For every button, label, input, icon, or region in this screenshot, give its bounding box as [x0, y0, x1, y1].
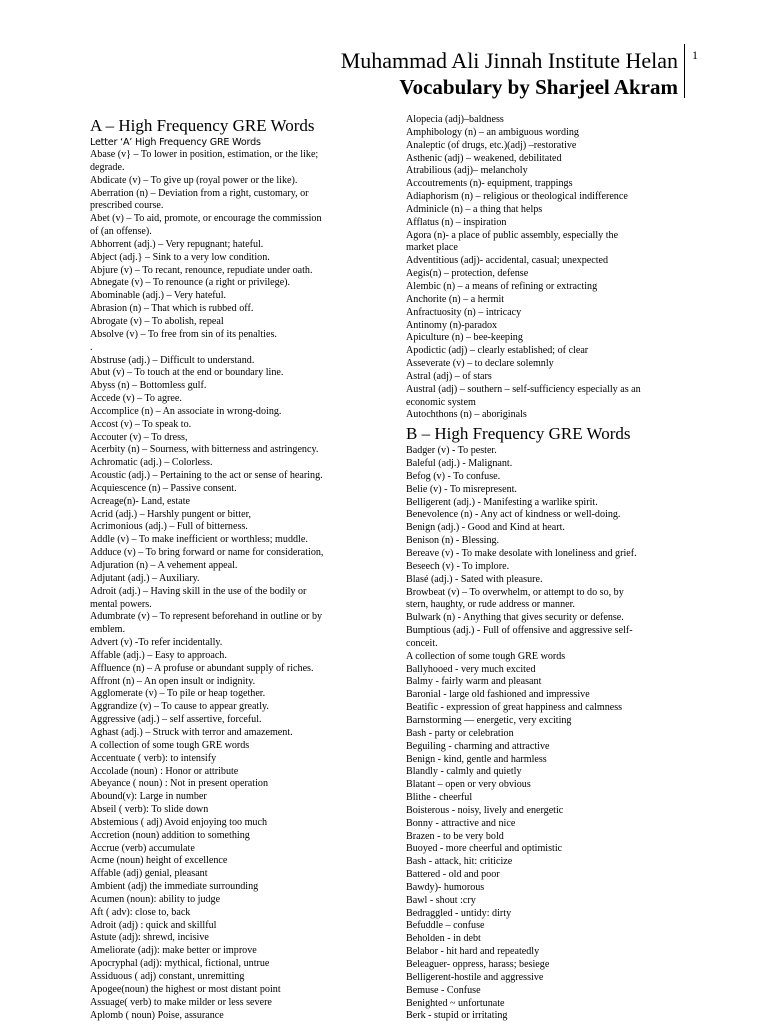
vocab-line: Agora (n)- a place of public assembly, especially the	[406, 229, 619, 241]
vocab-line: Beseech (v) - To implore.	[406, 560, 510, 572]
vocab-line: Abet (v) – To aid, promote, or encourage the commission	[90, 213, 322, 225]
right-column	[406, 114, 706, 1024]
word-list-b	[406, 445, 706, 1023]
vocab-line: Aghast (adj.) – Struck with terror and amazement.	[90, 726, 293, 738]
vocab-line: Abseil ( verb): To slide down	[90, 804, 209, 816]
vocab-line: Buoyed - more cheerful and optimistic	[406, 843, 563, 855]
vocab-line: Asseverate (v) – to declare solemnly	[406, 358, 554, 370]
vocab-line: Accretion (noun) addition to something	[90, 829, 250, 841]
vocab-line: of (an offense).	[90, 226, 152, 238]
vocab-line: Balmy - fairly warm and pleasant	[406, 676, 542, 688]
vocab-line: Belligerent (adj.) - Manifesting a warlike spirit.	[406, 496, 598, 508]
vocab-line: Accede (v) – To agree.	[90, 393, 182, 405]
vocab-line: Ambient (adj) the immediate surrounding	[90, 881, 259, 893]
vocab-line: Abyss (n) – Bottomless gulf.	[90, 380, 207, 392]
vocab-line: Befog (v) - To confuse.	[406, 470, 501, 482]
vocab-line: stern, haughty, or rude address or manner.	[406, 599, 575, 611]
section-heading-b: B – High Frequency GRE Words	[406, 424, 631, 444]
vocab-line: Barnstorming –– energetic, very exciting	[406, 714, 572, 726]
vocab-line: Belabor - hit hard and repeatedly	[406, 946, 540, 958]
vocab-line: Apocryphal (adj): mythical, fictional, untrue	[90, 958, 270, 970]
vocab-line: Battered - old and poor	[406, 869, 500, 881]
vocab-line: Acquiescence (n) – Passive consent.	[90, 482, 237, 494]
vocab-line: Acrimonious (adj.) – Full of bitterness.	[90, 521, 248, 533]
vocab-line: Adroit (adj.) – Having skill in the use of the bodily or	[90, 585, 307, 597]
vocab-line: Benighted ~ unfortunate	[406, 997, 505, 1009]
vocab-line: Abstruse (adj.) – Difficult to understand.	[90, 354, 255, 366]
vocab-line: Abrasion (n) – That which is rubbed off.	[90, 303, 254, 315]
vocab-line: Befuddle – confuse	[406, 920, 485, 932]
vocab-line: Aft ( adv): close to, back	[90, 906, 191, 918]
vocab-line: Berk - stupid or irritating	[406, 1010, 508, 1022]
vocab-line: Baleful (adj.) - Malignant.	[406, 458, 513, 470]
vocab-line: Bonny - attractive and nice	[406, 817, 516, 829]
vocab-line: Accentuate ( verb): to intensify	[90, 752, 217, 764]
vocab-line: Acme (noun) height of excellence	[90, 855, 228, 867]
vocab-line: Benign (adj.) - Good and Kind at heart.	[406, 522, 565, 534]
vocab-line: Affluence (n) – A profuse or abundant supply of riches.	[90, 662, 314, 674]
vocab-line: Bemuse - Confuse	[406, 984, 481, 996]
vocab-line: Abrogate (v) – To abolish, repeal	[90, 315, 224, 327]
vocab-line: emblem.	[90, 624, 126, 636]
vocab-line: conceit.	[406, 637, 438, 649]
vocab-line: Anchorite (n) – a hermit	[406, 293, 505, 305]
vocab-line: Benevolence (n) - Any act of kindness or well-doing.	[406, 509, 621, 521]
vocab-line: Bash - party or celebration	[406, 727, 514, 739]
vocab-line: Acumen (noun): ability to judge	[90, 893, 221, 905]
vocab-line: Aegis(n) – protection, defense	[406, 268, 529, 280]
vocab-line: market place	[406, 242, 458, 254]
vocab-line: Aggressive (adj.) – self assertive, forceful.	[90, 714, 262, 726]
vocab-line: Affable (adj.) – Easy to approach.	[90, 649, 227, 661]
vocab-line: Assiduous ( adj) constant, unremitting	[90, 971, 245, 982]
vocab-line: Antinomy (n)-paradox	[406, 319, 498, 331]
vocab-line: Blatant – open or very obvious	[406, 779, 531, 791]
vocab-line: Adminicle (n) – a thing that helps	[406, 203, 543, 215]
vocab-line: Apodictic (adj) – clearly established; of clear	[406, 345, 589, 357]
vocab-line: Abut (v) – To touch at the end or boundary line.	[90, 367, 284, 379]
vocab-line: Beatific - expression of great happiness and calmness	[406, 702, 623, 714]
vocab-line: Brazen - to be very bold	[406, 830, 504, 842]
vocab-line: Acoustic (adj.) – Pertaining to the act or sense of hearing.	[90, 470, 323, 482]
vocab-line: Aberration (n) – Deviation from a right, customary, or	[90, 187, 309, 199]
vocab-line: Acerbity (n) – Sourness, with bitterness and astringency.	[90, 444, 319, 456]
section-heading-a: A – High Frequency GRE Words	[90, 116, 315, 135]
vocab-line: Advert (v) -To refer incidentally.	[90, 637, 223, 649]
vocab-line: Abase (v} – To lower in position, estimation, or the like;	[90, 149, 319, 160]
word-list-a	[90, 149, 390, 1022]
vocab-line: Abound(v): Large in number	[90, 791, 207, 803]
vocab-line: Accolade (noun) : Honor or attribute	[90, 765, 239, 777]
vocab-line: Accoutrements (n)- equipment, trappings	[406, 178, 573, 190]
vocab-line: Abominable (adj.) – Very hateful.	[90, 290, 227, 302]
vocab-line: Austral (adj) – southern – self-sufficiency especially as an	[406, 383, 641, 395]
vocab-line: Boisterous - noisy, lively and energetic	[406, 804, 564, 816]
vocab-line: Agglomerate (v) – To pile or heap together.	[90, 688, 266, 700]
vocab-line: Achromatic (adj.) – Colorless.	[90, 457, 213, 469]
header-divider	[684, 44, 685, 98]
vocab-line: Acreage(n)- Land, estate	[90, 495, 191, 507]
vocab-line: Anfractuosity (n) – intricacy	[406, 306, 522, 318]
vocab-line: Abeyance ( noun) : Not in present operation	[90, 778, 268, 790]
vocab-line: Beholden - in debt	[406, 933, 481, 945]
vocab-line: Abhorrent (adj.) – Very repugnant; hateful.	[90, 238, 264, 250]
vocab-line: Adiaphorism (n) – religious or theological indifference	[406, 191, 628, 203]
vocab-line: Assuage( verb) to make milder or less severe	[90, 996, 272, 1008]
vocab-line: Affable (adj) genial, pleasant	[90, 868, 208, 880]
vocab-line: degrade.	[90, 161, 125, 173]
vocab-line: Bumptious (adj.) - Full of offensive and aggressive self-	[406, 625, 633, 637]
vocab-line: Asthenic (adj) – weakened, debilitated	[406, 152, 562, 164]
vocab-line: Browbeat (v) – To overwhelm, or attempt to do so, by	[406, 586, 624, 598]
vocab-line: Apogee(noun) the highest or most distant point	[90, 983, 281, 995]
vocab-line: Accrue (verb) accumulate	[90, 842, 195, 854]
vocab-line: Bereave (v) - To make desolate with loneliness and grief.	[406, 548, 637, 559]
vocab-line: Aggrandize (v) – To cause to appear greatly.	[90, 701, 269, 713]
document-subtitle: Vocabulary by Sharjeel Akram	[399, 75, 678, 99]
vocab-line: Accost (v) – To speak to.	[90, 418, 192, 430]
vocab-line: Bawdy)- humorous	[406, 881, 485, 893]
vocab-line: Abstemious ( adj) Avoid enjoying too much	[90, 816, 267, 828]
vocab-line: Bulwark (n) - Anything that gives security or defense.	[406, 612, 624, 624]
institute-title: Muhammad Ali Jinnah Institute Helan	[340, 48, 678, 73]
vocab-line: Benison (n) - Blessing.	[406, 535, 500, 547]
vocab-line: Bedraggled - untidy: dirty	[406, 907, 512, 919]
vocab-line: Badger (v) - To pester.	[406, 445, 497, 457]
vocab-line: Amphibology (n) – an ambiguous wording	[406, 126, 579, 138]
vocab-line: Abnegate (v) – To renounce (a right or privilege).	[90, 277, 291, 289]
vocab-line: Adduce (v) – To bring forward or name for consideration,	[90, 547, 324, 559]
vocab-line: Adjuration (n) – A vehement appeal.	[90, 560, 238, 571]
vocab-line: Absolve (v) – To free from sin of its penalties.	[90, 328, 277, 340]
vocab-line: prescribed course.	[90, 200, 164, 212]
vocab-line: Ballyhooed - very much excited	[406, 663, 536, 675]
section-subheading-a: Letter ‘A’ High Frequency GRE Words	[90, 137, 261, 148]
vocab-line: Afflatus (n) – inspiration	[406, 216, 507, 228]
vocab-line: Adumbrate (v) – To represent beforehand in outline or by	[90, 611, 323, 623]
vocab-line: Apiculture (n) – bee-keeping	[406, 332, 523, 344]
vocab-line: Astral (adj) – of stars	[406, 370, 492, 382]
vocab-line: Abjure (v) – To recant, renounce, repudiate under oath.	[90, 264, 313, 276]
vocab-line: Aplomb ( noun) Poise, assurance	[90, 1009, 224, 1021]
vocab-line: Alembic (n) – a means of refining or extracting	[406, 280, 598, 292]
vocab-line: .	[90, 341, 93, 353]
vocab-line: Addle (v) – To make inefficient or worthless; muddle.	[90, 534, 308, 546]
vocab-line: Abdicate (v) – To give up (royal power or the like).	[90, 174, 298, 186]
vocab-line: Accouter (v) – To dress,	[90, 431, 188, 443]
vocab-line: Autochthons (n) – aboriginals	[406, 409, 527, 421]
vocab-line: Belie (v) - To misrepresent.	[406, 483, 517, 495]
vocab-line: economic system	[406, 396, 476, 408]
word-list-a-continued	[406, 114, 706, 422]
vocab-line: Affront (n) – An open insult or indignity.	[90, 675, 256, 687]
vocab-line: Belligerent-hostile and aggressive	[406, 971, 544, 983]
left-column	[90, 114, 390, 1024]
vocab-line: Beleaguer- oppress, harass; besiege	[406, 959, 550, 970]
vocab-line: Bash - attack, hit: criticize	[406, 856, 513, 868]
vocab-line: Ameliorate (adj): make better or improve	[90, 945, 257, 957]
vocab-line: Bawl - shout :cry	[406, 894, 476, 906]
vocab-line: Beguiling - charming and attractive	[406, 740, 550, 752]
vocab-line: Accomplice (n) – An associate in wrong-doing.	[90, 405, 282, 417]
vocab-line: Alopecia (adj)–baldness	[406, 114, 504, 125]
vocab-line: Adroit (adj) : quick and skillful	[90, 919, 217, 931]
vocab-line: Blasé (adj.) - Sated with pleasure.	[406, 573, 543, 585]
vocab-line: Atrabilious (adj)– melancholy	[406, 165, 528, 177]
vocab-line: Acrid (adj.) – Harshly pungent or bitter,	[90, 508, 252, 520]
vocab-line: Benign - kind, gentle and harmless	[406, 753, 547, 765]
vocab-line: Adventitious (adj)- accidental, casual; unexpected	[406, 255, 609, 267]
page-header	[0, 44, 768, 100]
vocab-line: Baronial - large old fashioned and impressive	[406, 689, 590, 701]
page-number: 1	[692, 48, 698, 62]
vocab-line: A collection of some tough GRE words	[406, 650, 566, 662]
vocab-line: mental powers.	[90, 598, 152, 610]
vocab-line: Abject (adj.} – Sink to a very low condition.	[90, 251, 270, 263]
vocab-line: Blandly - calmly and quietly	[406, 766, 522, 778]
vocab-line: Blithe - cheerful	[406, 792, 473, 804]
vocab-line: A collection of some tough GRE words	[90, 739, 250, 751]
vocab-line: Adjutant (adj.) – Auxiliary.	[90, 572, 200, 584]
vocab-line: Astute (adj): shrewd, incisive	[90, 932, 209, 944]
vocab-line: Analeptic (of drugs, etc.)(adj) –restorative	[406, 139, 577, 151]
